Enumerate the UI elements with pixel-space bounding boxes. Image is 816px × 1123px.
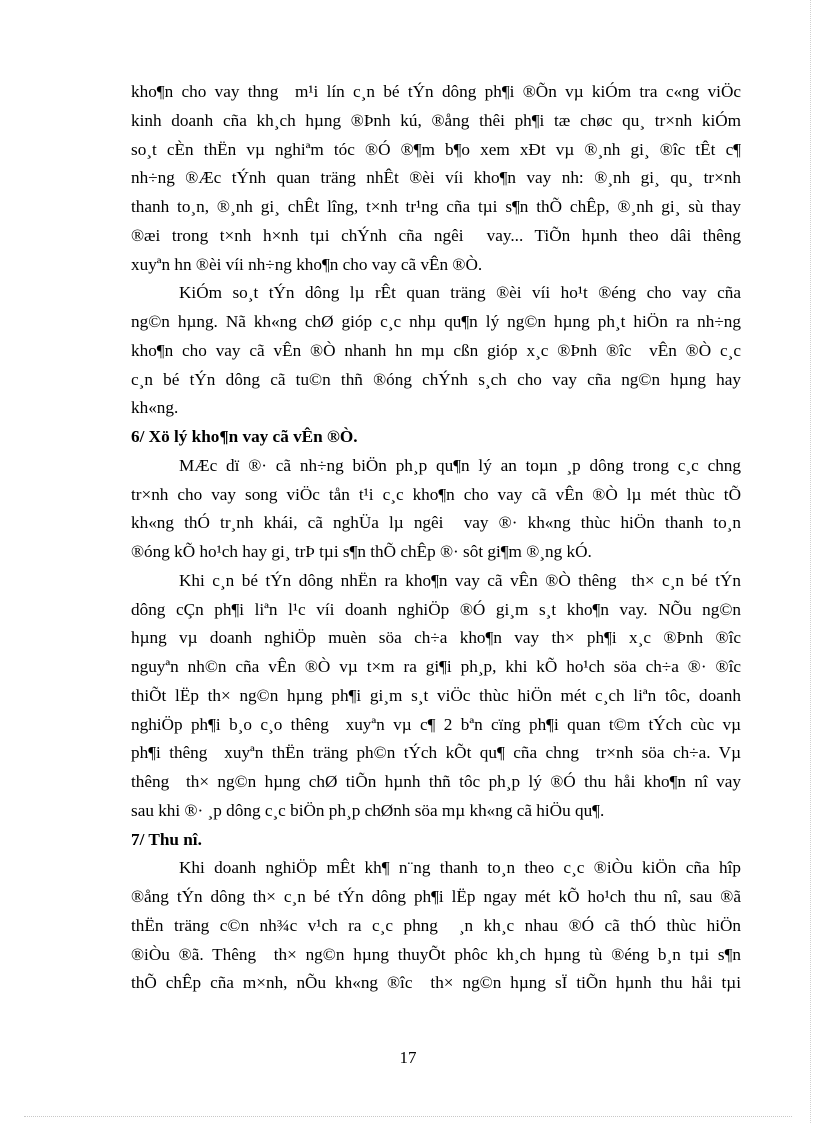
text-line: nghiÖp ph¶i b¸o c¸o thêng xuyªn vµ c¶ 2 bªn cïng ph¶i quan t©m tÝch cùc vµ: [131, 714, 741, 734]
text-line: dông cÇn ph¶i liªn l¹c víi doanh nghiÖp ®Ó gi¸m s¸t kho¶n vay. NÕu ng©n: [131, 599, 741, 619]
text-line: ph¶i thêng xuyªn thËn träng ph©n tÝch kÕt qu¶ cña chng tr×nh söa ch÷a. Vµ: [131, 743, 741, 763]
section-heading: 7/ Thu nî.: [131, 829, 202, 849]
text-line: c¸n bé tÝn dông cã tu©n thñ ®óng chÝnh s¸ch cho vay cña ng©n hµng hay: [131, 369, 741, 389]
text-line: thËn träng c©n nh¾c v¹ch ra c¸c phng ¸n kh¸c nhau ®Ó cã thÓ thùc hiÖn: [131, 915, 741, 935]
text-line: nh÷ng ®Æc tÝnh quan träng nhÊt ®èi víi kho¶n vay nh: ®¸nh gi¸ qu¸ tr×nh: [131, 168, 741, 188]
text-line: thanh to¸n, ®¸nh gi¸ chÊt lîng, t×nh tr¹ng cña tµi s¶n thÕ chÊp, ®¸nh gi¸ sù thay: [131, 197, 741, 216]
page-bottom-border: [24, 1116, 792, 1117]
text-line: kho¶n cho vay thng m¹i lín c¸n bé tÝn dông ph¶i ®Õn vµ kiÓm tra c«ng viÖc: [131, 82, 741, 101]
text-line: ®iÒu ®ã. Thêng th× ng©n hµng thuyÕt phôc kh¸ch hµng tù ®éng b¸n tµi s¶n: [131, 944, 741, 964]
text-line: kh«ng thÓ tr¸nh khái, cã nghÜa lµ ngêi vay ®· kh«ng thùc hiÖn thanh to¸n: [131, 513, 741, 533]
text-line: kho¶n cho vay cã vÊn ®Ò nhanh hn mµ cßn gióp x¸c ®Þnh ®îc vÊn ®Ò c¸c: [131, 340, 741, 360]
text-line: kh«ng.: [131, 398, 179, 418]
text-line: thêng th× ng©n hµng chØ tiÕn hµnh thñ tôc ph¸p lý ®Ó thu håi kho¶n nî vay: [131, 772, 741, 791]
body-text: [131, 78, 741, 998]
text-line: so¸t cÈn thËn vµ nghiªm tóc ®Ó ®¶m b¶o xem xÐt vµ ®¸nh gi¸ ®îc tÊt c¶: [131, 139, 741, 159]
text-line: Khi doanh nghiÖp mÊt kh¶ n¨ng thanh to¸n theo c¸c ®iÒu kiÖn cña hîp: [179, 858, 741, 878]
text-line: ®ång tÝn dông th× c¸n bé tÝn dông ph¶i lËp ngay mét kÕ ho¹ch thu nî, sau ®ã: [131, 887, 741, 906]
text-line: ®óng kÕ ho¹ch hay gi¸ trÞ tµi s¶n thÕ chÊp ®· sôt gi¶m ®¸ng kÓ.: [131, 542, 592, 561]
text-line: KiÓm so¸t tÝn dông lµ rÊt quan träng ®èi víi ho¹t ®éng cho vay cña: [179, 283, 741, 303]
text-line: tr×nh cho vay song viÖc tån t¹i c¸c kho¶n cho vay cã vÊn ®Ò lµ mét thùc tÕ: [131, 484, 741, 504]
text-line: xuyªn hn ®èi víi nh÷ng kho¶n cho vay cã vÊn ®Ò.: [131, 254, 483, 274]
text-line: kinh doanh cña kh¸ch hµng ®Þnh kú, ®ång thêi ph¶i tæ chøc qu¸ tr×nh kiÓm: [131, 110, 741, 130]
page-right-border: [810, 0, 811, 1123]
text-line: sau khi ®· ¸p dông c¸c biÖn ph¸p chØnh söa mµ kh«ng cã hiÖu qu¶.: [131, 800, 605, 820]
text-line: MÆc dï ®· cã nh÷ng biÖn ph¸p qu¶n lý an toµn ¸p dông trong c¸c chng: [179, 455, 741, 475]
text-line: ®æi trong t×nh h×nh tµi chÝnh cña ngêi vay... TiÕn hµnh theo dâi thêng: [131, 225, 741, 245]
text-line: Khi c¸n bé tÝn dông nhËn ra kho¶n vay cã vÊn ®Ò thêng th× c¸n bé tÝn: [179, 570, 741, 590]
text-line: thiÕt lËp th× ng©n hµng ph¶i gi¸m s¸t viÖc thùc hiÖn mét c¸ch liªn tôc, doanh: [131, 685, 741, 705]
text-line: hµng vµ doanh nghiÖp muèn söa ch÷a kho¶n vay th× ph¶i x¸c ®Þnh ®îc: [131, 628, 741, 648]
text-line: ng©n hµng. Nã kh«ng chØ gióp c¸c nhµ qu¶n lý ng©n hµng ph¸t hiÖn ra nh÷ng: [131, 312, 741, 331]
text-line: thÕ chÊp cña m×nh, nÕu kh«ng ®îc th× ng©n hµng sÏ tiÕn hµnh thu håi tµi: [131, 973, 741, 993]
text-line: nguyªn nh©n cña vÊn ®Ò vµ t×m ra gi¶i ph¸p, khi kÕ ho¹ch söa ch÷a ®· ®îc: [131, 657, 741, 676]
page-number: 17: [399, 1048, 417, 1067]
section-heading: 6/ Xö lý kho¶n vay cã vÊn ®Ò.: [131, 427, 358, 446]
